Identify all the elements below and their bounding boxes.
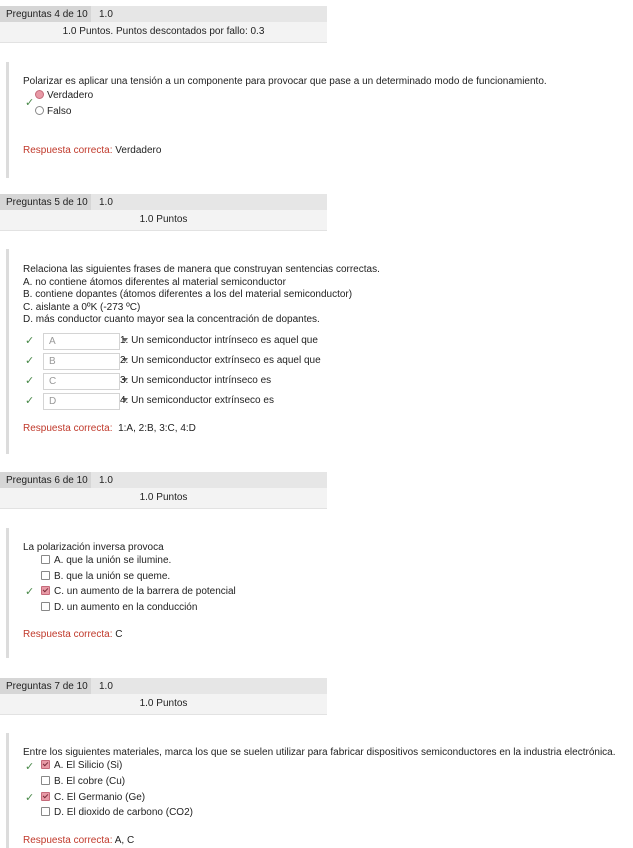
- correct-answer: Respuesta correcta: A, C: [23, 835, 135, 846]
- option-a[interactable]: A. El Silicio (Si): [41, 759, 122, 772]
- checkbox-icon[interactable]: [41, 555, 50, 564]
- correct-check-icon: ✓: [25, 355, 35, 367]
- question-number: Preguntas 4 de 10: [6, 9, 88, 20]
- question-points: 1.0 Puntos. Puntos descontados por fallo: 0.3: [62, 26, 265, 37]
- checkbox-checked-icon[interactable]: [41, 792, 50, 801]
- correct-check-icon: ✓: [25, 792, 35, 804]
- question-number: Preguntas 7 de 10: [6, 681, 88, 692]
- option-d[interactable]: D. El dioxido de carbono (CO2): [41, 806, 193, 819]
- correct-check-icon: ✓: [25, 395, 35, 407]
- question-points: 1.0 Puntos: [139, 698, 188, 709]
- question-score: 1.0: [99, 9, 113, 20]
- question-6-header: [0, 472, 327, 509]
- match-label: 4. Un semiconductor extrínseco es: [120, 395, 274, 406]
- correct-answer: Respuesta correcta: C: [23, 629, 123, 640]
- checkbox-icon[interactable]: [41, 571, 50, 580]
- option-c[interactable]: C. El Germanio (Ge): [41, 791, 145, 804]
- question-points: 1.0 Puntos: [139, 492, 188, 503]
- match-label: 2. Un semiconductor extrínseco es aquel que: [120, 355, 321, 366]
- checkbox-icon[interactable]: [41, 776, 50, 785]
- question-score: 1.0: [99, 681, 113, 692]
- correct-answer: Respuesta correcta: 1:A, 2:B, 3:C, 4:D: [23, 423, 196, 434]
- question-text: Polarizar es aplicar una tensión a un componente para provocar que pase a un determinado modo de funcionamiento.: [23, 76, 547, 87]
- question-number: Preguntas 5 de 10: [6, 197, 88, 208]
- correct-check-icon: ✓: [25, 586, 35, 598]
- option-falso[interactable]: Falso: [35, 105, 71, 118]
- correct-check-icon: ✓: [25, 375, 35, 387]
- option-c[interactable]: C. un aumento de la barrera de potencial: [41, 585, 236, 598]
- match-select-2[interactable]: B: [43, 353, 120, 370]
- question-points: 1.0 Puntos: [139, 214, 188, 225]
- option-a[interactable]: A. que la unión se ilumine.: [41, 554, 171, 567]
- match-select-3[interactable]: C: [43, 373, 120, 390]
- match-select-1[interactable]: A: [43, 333, 120, 350]
- option-b[interactable]: B. que la unión se queme.: [41, 570, 170, 583]
- option-b[interactable]: B. El cobre (Cu): [41, 775, 125, 788]
- question-4-body: [6, 62, 629, 178]
- question-text: Relaciona las siguientes frases de manera que construyan sentencias correctas. A. no contiene átomos diferentes al material semiconductor B. contiene dopantes (átomos diferentes a los del material semiconductor) C. aislante a 0ºK (-273 ºC) D. más conductor cuanto mayor sea la concentración de dopantes.: [23, 264, 380, 325]
- radio-icon[interactable]: [35, 106, 44, 115]
- question-7-header: [0, 678, 327, 715]
- question-text: Entre los siguientes materiales, marca los que se suelen utilizar para fabricar dispositivos semiconductores en la industria electrónica.: [23, 747, 616, 758]
- correct-check-icon: ✓: [25, 97, 35, 109]
- correct-check-icon: ✓: [25, 761, 35, 773]
- radio-selected-icon[interactable]: [35, 90, 44, 99]
- question-7-body: [6, 733, 629, 848]
- checkbox-icon[interactable]: [41, 602, 50, 611]
- match-label: 1. Un semiconductor intrínseco es aquel que: [120, 335, 318, 346]
- question-text: La polarización inversa provoca: [23, 542, 164, 553]
- option-verdadero[interactable]: Verdadero: [35, 89, 93, 102]
- checkbox-icon[interactable]: [41, 807, 50, 816]
- question-score: 1.0: [99, 475, 113, 486]
- question-5-header: [0, 194, 327, 231]
- checkbox-checked-icon[interactable]: [41, 586, 50, 595]
- correct-check-icon: ✓: [25, 335, 35, 347]
- checkbox-checked-icon[interactable]: [41, 760, 50, 769]
- option-d[interactable]: D. un aumento en la conducción: [41, 601, 197, 614]
- match-select-4[interactable]: D: [43, 393, 120, 410]
- question-number: Preguntas 6 de 10: [6, 475, 88, 486]
- question-score: 1.0: [99, 197, 113, 208]
- question-6-body: [6, 528, 629, 658]
- question-5-body: [6, 249, 629, 454]
- match-label: 3. Un semiconductor intrínseco es: [120, 375, 272, 386]
- correct-answer: Respuesta correcta: Verdadero: [23, 145, 162, 156]
- question-4-header: [0, 6, 327, 43]
